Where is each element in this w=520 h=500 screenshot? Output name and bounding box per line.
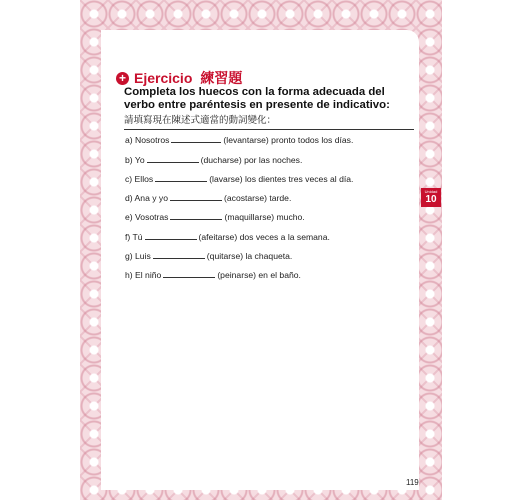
list-item — [125, 126, 415, 145]
item-verb: (quitarse) la chaqueta. — [206, 251, 293, 262]
item-verb: (acostarse) tarde. — [224, 193, 292, 204]
item-subject: b) Yo — [125, 154, 145, 165]
exercise-list — [125, 126, 415, 280]
answer-blank[interactable] — [147, 161, 199, 163]
item-verb: (afeitarse) dos veces a la semana. — [198, 231, 330, 242]
answer-blank[interactable] — [170, 199, 222, 201]
answer-blank[interactable] — [153, 257, 205, 259]
list-item — [125, 165, 415, 184]
list-item — [125, 242, 415, 261]
item-subject: h) El niño — [125, 270, 162, 281]
page-number: 119 — [406, 478, 419, 487]
item-verb: (levantarse) pronto todos los días. — [223, 135, 354, 146]
answer-blank[interactable] — [155, 180, 207, 182]
unit-tab — [421, 188, 441, 207]
answer-blank[interactable] — [171, 141, 221, 143]
item-verb: (peinarse) en el baño. — [217, 270, 301, 281]
exercise-title-chinese: 練習題 — [200, 70, 243, 86]
item-subject: a) Nosotros — [125, 135, 170, 146]
plus-icon: + — [116, 72, 129, 85]
item-verb: (lavarse) los dientes tres veces al día. — [209, 173, 354, 184]
list-item — [125, 184, 415, 203]
item-verb: (ducharse) por las noches. — [200, 154, 303, 165]
unit-tab-label: Unidad — [424, 189, 438, 194]
unit-tab-number: 10 — [425, 194, 437, 205]
exercise-title: Ejercicio — [134, 70, 193, 86]
instructions: Completa los huecos con la forma adecuada del verbo entre paréntesis en presente de indicativo: — [124, 86, 390, 111]
exercise-header — [116, 68, 242, 88]
answer-blank[interactable] — [145, 238, 197, 240]
item-subject: e) Vosotras — [125, 212, 169, 223]
item-verb: (maquillarse) mucho. — [224, 212, 305, 223]
answer-blank[interactable] — [170, 218, 222, 220]
item-subject: c) Ellos — [125, 173, 154, 184]
item-subject: g) Luis — [125, 251, 151, 262]
list-item — [125, 203, 415, 222]
list-item — [125, 261, 415, 280]
item-subject: f) Tú — [125, 231, 143, 242]
answer-blank[interactable] — [163, 276, 215, 278]
list-item — [125, 222, 415, 241]
list-item — [125, 145, 415, 164]
item-subject: d) Ana y yo — [125, 193, 168, 204]
instructions-chinese: 請填寫現在陳述式適當的動詞變化： — [124, 112, 414, 130]
